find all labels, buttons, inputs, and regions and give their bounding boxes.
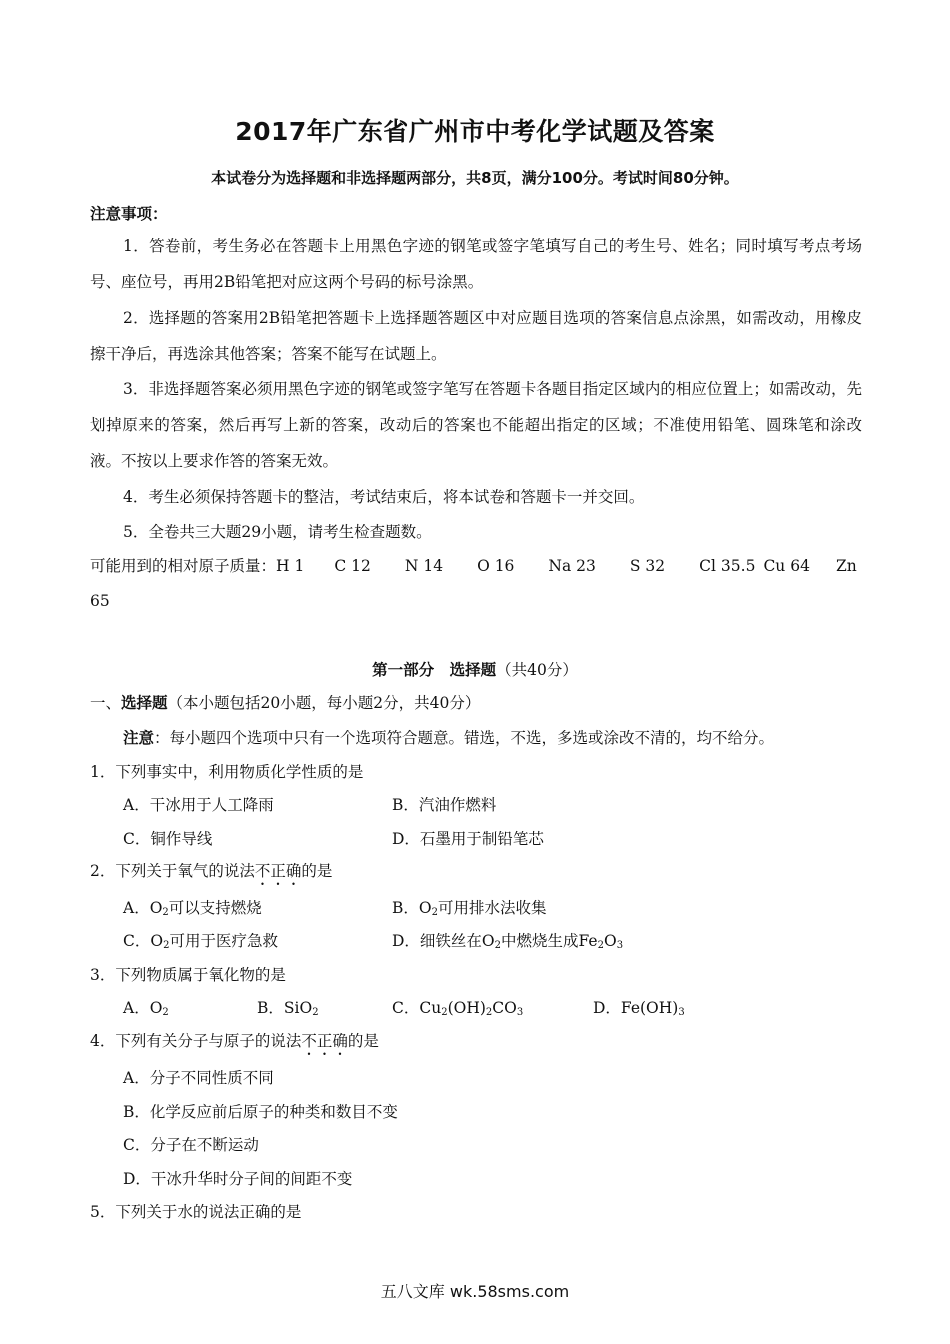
q1-option-d: D．石墨用于制铅笔芯 bbox=[392, 830, 544, 848]
q2-option-a: A．$O_2$可以支持燃烧 bbox=[123, 899, 262, 918]
atomic-mass-line bbox=[90, 555, 857, 577]
atomic-mass-n: N 14 bbox=[404, 557, 444, 575]
section1-heading bbox=[90, 692, 480, 714]
note-label: 注意 bbox=[123, 729, 155, 747]
q4-option-d: D．干冰升华时分子间的间距不变 bbox=[123, 1170, 353, 1188]
q4-stem bbox=[90, 1030, 379, 1059]
q4-stem-text: 4．下列有关分子与原子的说法 bbox=[90, 1032, 302, 1050]
atomic-mass-zn: Zn bbox=[835, 557, 857, 575]
q4-option-c: C．分子在不断运动 bbox=[123, 1136, 259, 1154]
note-text: ：每小题四个选项中只有一个选项符合题意。错选，不选，多选或涂改不清的，均不给分。 bbox=[154, 729, 775, 747]
q4-emphasis: 不正确 bbox=[301, 1032, 348, 1050]
q1-option-c: C．铜作导线 bbox=[123, 830, 213, 848]
exam-subtitle: 本试卷分为选择题和非选择题两部分，共8页，满分100分。考试时间80分钟。 bbox=[211, 169, 739, 187]
q1-option-b: B．汽油作燃料 bbox=[392, 796, 497, 814]
page-title: 2017年广东省广州市中考化学试题及答案 bbox=[235, 117, 715, 146]
notice-item-2: 2．选择题的答案用2B铅笔把答题卡上选择题答题区中对应题目选项的答案信息点涂黑，如需改动，用橡皮擦干净后，再选涂其他答案；答案不能写在试题上。 bbox=[90, 309, 862, 363]
notice-heading: 注意事项： bbox=[90, 205, 168, 223]
q1-stem: 1．下列事实中，利用物质化学性质的是 bbox=[90, 763, 364, 781]
q2-option-b: B．$O_2$可用排水法收集 bbox=[392, 899, 547, 918]
section1-label: 一、 bbox=[90, 694, 122, 712]
q4-option-a: A．分子不同性质不同 bbox=[123, 1069, 274, 1087]
q5-stem: 5．下列关于水的说法正确的是 bbox=[90, 1203, 302, 1221]
part1-heading bbox=[0, 659, 950, 681]
q2-option-c: C．$O_2$可用于医疗急救 bbox=[123, 932, 278, 951]
q2-stem bbox=[90, 860, 332, 889]
part1-score: （共40分） bbox=[496, 661, 578, 679]
atomic-mass-label: 可能用到的相对原子质量： bbox=[90, 557, 277, 575]
notice-item-1: 1．答卷前，考生务必在答题卡上用黑色字迹的钢笔或签字笔填写自己的考生号、姓名；同时填写考点考场号、座位号，再用2B铅笔把对应这两个号码的标号涂黑。 bbox=[90, 237, 862, 291]
q2-stem-tail: 的是 bbox=[301, 862, 333, 880]
atomic-mass-cu: Cu 64 bbox=[763, 557, 810, 575]
q3-option-d: D．$Fe(OH)_3$ bbox=[593, 999, 685, 1018]
section1-note bbox=[123, 727, 774, 749]
q3-stem: 3．下列物质属于氧化物的是 bbox=[90, 966, 286, 984]
section1-desc: （本小题包括20小题，每小题2分，共40分） bbox=[167, 694, 481, 712]
q3-option-a: A．$O_2$ bbox=[123, 999, 169, 1018]
q2-emphasis: 不正确 bbox=[254, 862, 302, 880]
q2-stem-text: 2．下列关于氧气的说法 bbox=[90, 862, 255, 880]
atomic-mass-o: O 16 bbox=[477, 557, 515, 575]
atomic-mass-s: S 32 bbox=[629, 557, 666, 575]
page-footer: 五八文库 wk.58sms.com bbox=[380, 1282, 570, 1301]
q2-option-d: D．细铁丝在$O_2$中燃烧生成$Fe_2O_3$ bbox=[392, 932, 624, 951]
q3-option-b: B．SiO$_2$ bbox=[257, 999, 319, 1018]
atomic-mass-h: H 1 bbox=[276, 557, 305, 575]
q1-option-a: A．干冰用于人工降雨 bbox=[123, 796, 274, 814]
q4-option-b: B．化学反应前后原子的种类和数目不变 bbox=[123, 1103, 398, 1121]
q4-stem-tail: 的是 bbox=[347, 1032, 379, 1050]
notice-item-4: 4．考生必须保持答题卡的整洁，考试结束后，将本试卷和答题卡一并交回。 bbox=[123, 488, 645, 506]
notice-item-3: 3．非选择题答案必须用黑色字迹的钢笔或签字笔写在答题卡各题目指定区域内的相应位置上；如需改动，先划掉原来的答案，然后再写上新的答案，改动后的答案也不能超出指定的区域；不准使用铅笔、圆珠笔和涂改液。不按以上要求作答的答案无效。 bbox=[90, 380, 862, 470]
notice-item-5: 5．全卷共三大题29小题，请考生检查题数。 bbox=[123, 523, 432, 541]
part1-title: 第一部分 选择题 bbox=[372, 661, 497, 679]
q3-option-c: C．$Cu_2(OH)_2CO_3$ bbox=[392, 999, 524, 1018]
atomic-mass-overflow: 65 bbox=[90, 592, 110, 610]
atomic-mass-cl: Cl 35.5 bbox=[699, 557, 756, 575]
atomic-mass-c: C 12 bbox=[334, 557, 371, 575]
atomic-mass-na: Na 23 bbox=[548, 557, 596, 575]
section1-name: 选择题 bbox=[121, 694, 168, 712]
